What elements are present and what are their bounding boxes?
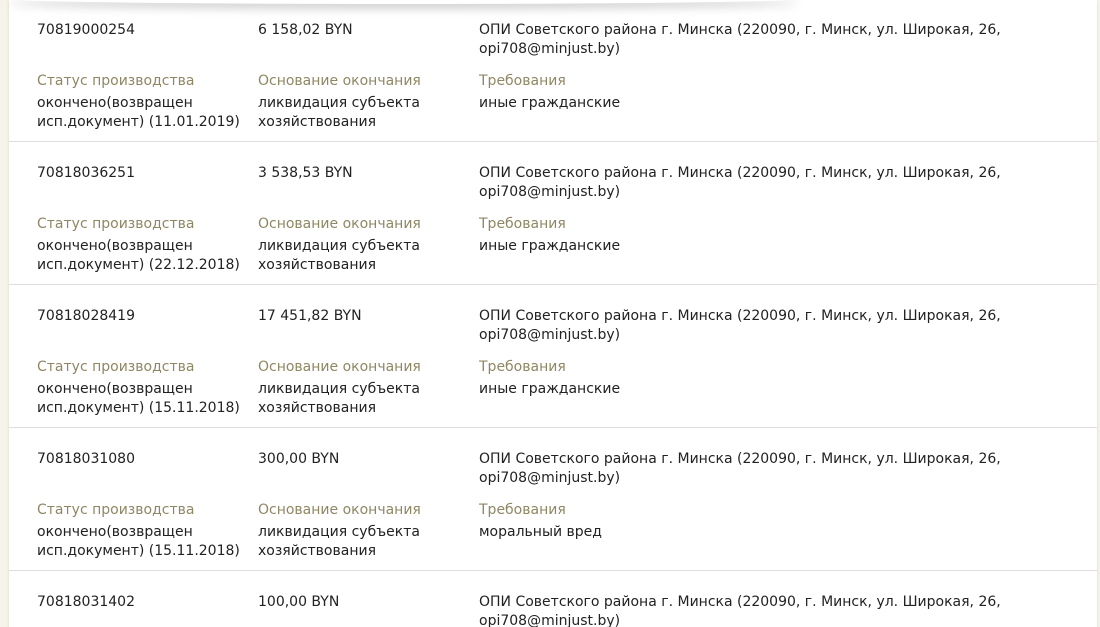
enforcement-records-panel bbox=[9, 0, 1097, 627]
record-row bbox=[9, 286, 1097, 428]
reason-line-2: хозяйствования bbox=[258, 114, 376, 130]
reason-value bbox=[258, 237, 420, 275]
reason-label: Основание окончания bbox=[258, 502, 421, 518]
requirements-label: Требования bbox=[479, 359, 566, 375]
reason-line-2: хозяйствования bbox=[258, 400, 376, 416]
status-line-1: окончено(возвращен bbox=[37, 524, 193, 540]
record-office bbox=[479, 450, 1001, 488]
office-line-1: ОПИ Советского района г. Минска (220090, г. Минск, ул. Широкая, 26, bbox=[479, 165, 1001, 181]
office-line-2: opi708@minjust.by) bbox=[479, 41, 621, 57]
reason-line-2: хозяйствования bbox=[258, 543, 376, 559]
record-row bbox=[9, 572, 1097, 627]
record-row bbox=[9, 429, 1097, 571]
reason-line-1: ликвидация субъекта bbox=[258, 238, 420, 254]
office-line-1: ОПИ Советского района г. Минска (220090, г. Минск, ул. Широкая, 26, bbox=[479, 594, 1001, 610]
status-label: Статус производства bbox=[37, 502, 195, 518]
record-amount: 6 158,02 BYN bbox=[258, 22, 353, 38]
record-number: 70819000254 bbox=[37, 22, 135, 38]
reason-value bbox=[258, 523, 420, 561]
record-office bbox=[479, 21, 1001, 59]
reason-label: Основание окончания bbox=[258, 216, 421, 232]
reason-label: Основание окончания bbox=[258, 359, 421, 375]
status-line-2: исп.документ) (15.11.2018) bbox=[37, 543, 240, 559]
office-line-1: ОПИ Советского района г. Минска (220090, г. Минск, ул. Широкая, 26, bbox=[479, 22, 1001, 38]
record-number: 70818036251 bbox=[37, 165, 135, 181]
record-amount: 17 451,82 BYN bbox=[258, 308, 362, 324]
requirements-value: иные гражданские bbox=[479, 381, 621, 397]
requirements-label: Требования bbox=[479, 216, 566, 232]
requirements-value: иные гражданские bbox=[479, 238, 621, 254]
reason-label: Основание окончания bbox=[258, 73, 421, 89]
status-value bbox=[37, 523, 240, 561]
reason-line-1: ликвидация субъекта bbox=[258, 95, 420, 111]
status-value bbox=[37, 380, 240, 418]
record-office bbox=[479, 307, 1001, 345]
requirements-label: Требования bbox=[479, 502, 566, 518]
office-line-2: opi708@minjust.by) bbox=[479, 613, 621, 627]
reason-line-1: ликвидация субъекта bbox=[258, 381, 420, 397]
record-office bbox=[479, 164, 1001, 202]
record-number: 70818031402 bbox=[37, 594, 135, 610]
record-amount: 300,00 BYN bbox=[258, 451, 340, 467]
status-line-2: исп.документ) (15.11.2018) bbox=[37, 400, 240, 416]
status-line-2: исп.документ) (22.12.2018) bbox=[37, 257, 240, 273]
requirements-value: моральный вред bbox=[479, 524, 602, 540]
reason-value bbox=[258, 380, 420, 418]
record-row bbox=[9, 0, 1097, 142]
office-line-2: opi708@minjust.by) bbox=[479, 327, 621, 343]
status-label: Статус производства bbox=[37, 359, 195, 375]
status-line-1: окончено(возвращен bbox=[37, 381, 193, 397]
record-number: 70818031080 bbox=[37, 451, 135, 467]
record-office bbox=[479, 593, 1001, 627]
status-label: Статус производства bbox=[37, 216, 195, 232]
status-value bbox=[37, 237, 240, 275]
office-line-2: opi708@minjust.by) bbox=[479, 184, 621, 200]
office-line-1: ОПИ Советского района г. Минска (220090, г. Минск, ул. Широкая, 26, bbox=[479, 308, 1001, 324]
reason-line-2: хозяйствования bbox=[258, 257, 376, 273]
record-number: 70818028419 bbox=[37, 308, 135, 324]
status-line-1: окончено(возвращен bbox=[37, 238, 193, 254]
status-line-2: исп.документ) (11.01.2019) bbox=[37, 114, 240, 130]
reason-value bbox=[258, 94, 420, 132]
requirements-value: иные гражданские bbox=[479, 95, 621, 111]
office-line-1: ОПИ Советского района г. Минска (220090, г. Минск, ул. Широкая, 26, bbox=[479, 451, 1001, 467]
reason-line-1: ликвидация субъекта bbox=[258, 524, 420, 540]
requirements-label: Требования bbox=[479, 73, 566, 89]
record-row bbox=[9, 143, 1097, 285]
record-amount: 100,00 BYN bbox=[258, 594, 340, 610]
status-value bbox=[37, 94, 240, 132]
status-line-1: окончено(возвращен bbox=[37, 95, 193, 111]
status-label: Статус производства bbox=[37, 73, 195, 89]
record-amount: 3 538,53 BYN bbox=[258, 165, 353, 181]
office-line-2: opi708@minjust.by) bbox=[479, 470, 621, 486]
